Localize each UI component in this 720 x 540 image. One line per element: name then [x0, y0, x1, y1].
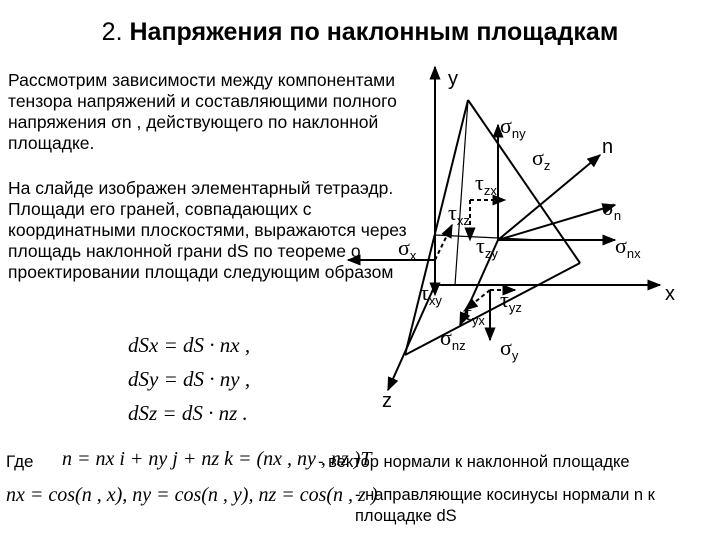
area-formulas [128, 328, 250, 430]
tau-yz-label: $\tau_{yz}$ [500, 287, 522, 315]
sigma-y-label: $\sigma_y$ [500, 335, 519, 363]
tau-xz-arrow [435, 225, 452, 260]
sigma-x-label: $\sigma_x$ [398, 235, 417, 263]
tetrahedron-paragraph: На слайде изображен элементарный тетраэдр. Площади его граней, совпадающих с координатными плоскостями, выражаются через площадь наклонной грани dS по теореме о проектировании площади следующим образом [8, 178, 407, 282]
sigma-ny-label: $\sigma_{ny}$ [500, 113, 526, 141]
tau-xz-label: $\tau_{xz}$ [448, 200, 470, 228]
formula-dSx: dSx = dS · nx , [128, 333, 251, 357]
tau-yx-label: $\tau_{yx}$ [463, 300, 485, 328]
sigma-nz-label: $\sigma_{nz}$ [440, 325, 466, 353]
n-label: n [602, 136, 614, 158]
where-label: Где [6, 452, 34, 471]
intro-paragraph: Рассмотрим зависимости между компонентами тензора напряжений и составляющими полного напряжения σn , действующего по наклонной площадке. [8, 70, 397, 153]
tau-zy-label: $\tau_{zy}$ [476, 233, 498, 261]
tau-zx-label: $\tau_{zx}$ [475, 170, 497, 198]
sigma-z-label: $\sigma_z$ [532, 145, 551, 173]
tetrahedron-diagram [340, 55, 700, 415]
title-number: 2. [101, 18, 123, 46]
x-axis-label: x [665, 283, 675, 305]
tau-xy-label: $\tau_{xy}$ [420, 280, 442, 308]
formula-dSy: dSy = dS · ny , [128, 367, 251, 391]
title-text: Напряжения по наклонным площадкам [129, 18, 619, 46]
y-axis-label: y [448, 68, 458, 90]
direction-cosines-formula: nx = cos(n , x), ny = cos(n , y), nz = cos(n , z ) [6, 484, 378, 506]
sigma-n-arrow [498, 205, 615, 240]
normal-vector-formula: n = nx i + ny j + nz k = (nx , ny , nz )T [62, 448, 372, 470]
z-axis-label: z [382, 390, 392, 412]
formula-dSz: dSz = dS · nz . [128, 401, 248, 425]
page-title [0, 18, 720, 47]
sigma-nx-label: $\sigma_{nx}$ [615, 233, 641, 261]
normal-vector-description: - вектор нормали к наклонной площадке [318, 453, 630, 471]
tetra-edge [405, 263, 580, 355]
direction-cosines-description: - направляющие косинусы нормали n к площадке dS [355, 486, 655, 525]
sigma-n-label: $\sigma_n$ [602, 195, 622, 223]
